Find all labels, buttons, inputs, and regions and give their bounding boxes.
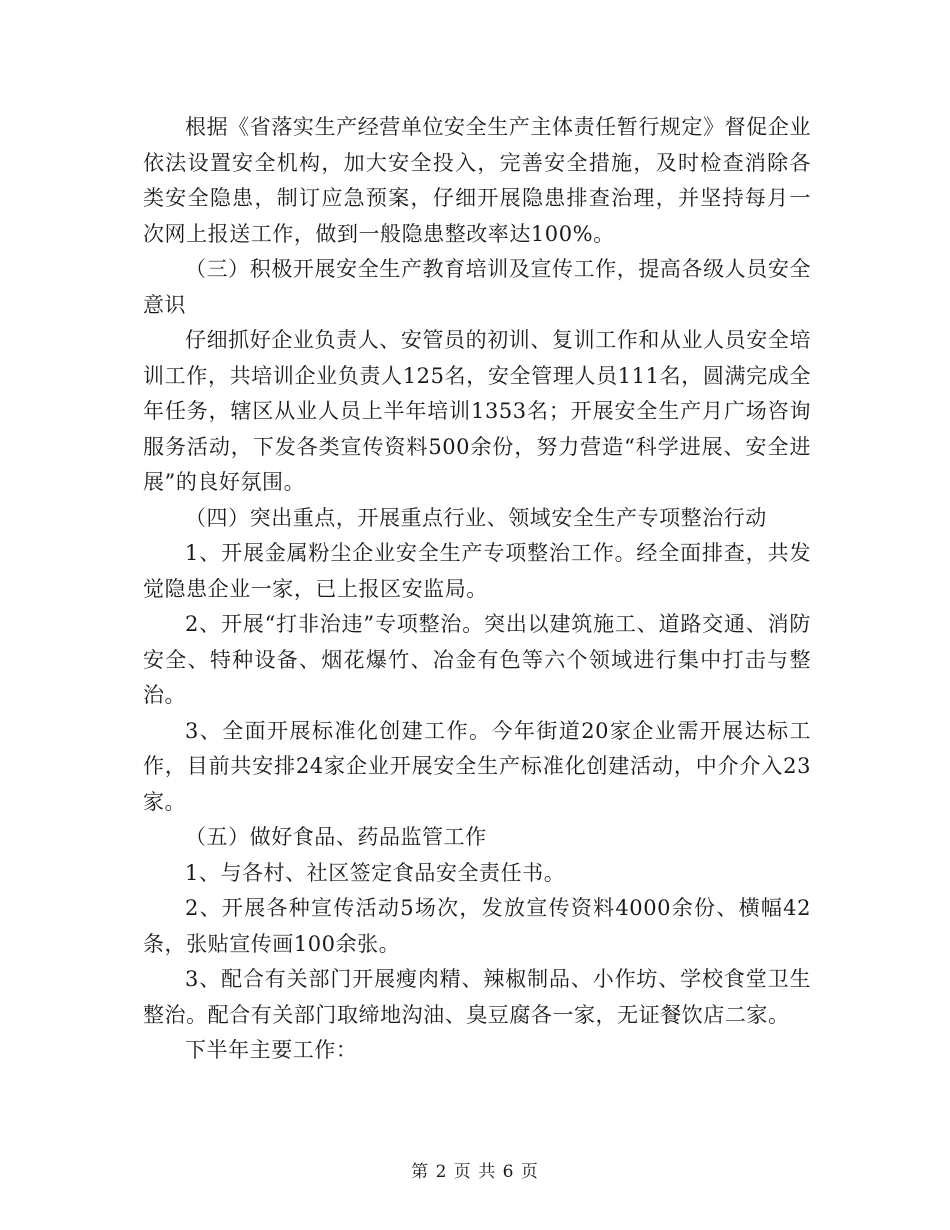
section-heading-4: （四）突出重点，开展重点行业、领域安全生产专项整治行动 xyxy=(185,505,767,530)
list-item-food-safety-contract: 1、与各村、社区签定食品安全责任书。 xyxy=(185,860,566,885)
list-item-illegal-crackdown: 2、开展“打非治违”专项整治。突出以建筑施工、道路交通、消防安全、特种设备、烟花爆竹、冶金有色等六个领域进行集中打击与整治。 xyxy=(143,612,811,707)
paragraph-second-half-heading: 下半年主要工作： xyxy=(185,1038,358,1062)
page-number-footer: 第 2 页 共 6 页 xyxy=(411,1162,539,1182)
list-item-metal-dust: 1、开展金属粉尘企业安全生产专项整治工作。经全面排查，共发觉隐患企业一家，已上报区安监局。 xyxy=(143,541,811,601)
paragraph-training: 仔细抓好企业负责人、安管员的初训、复训工作和从业人员安全培训工作，共培训企业负责人125名，安全管理人员111名，圆满完成全年任务，辖区从业人员上半年培训1353名；开展安全生产月广场咨询服务活动，下发各类宣传资料500余份，努力营造“科学进展、安全进展”的良好氛围。 xyxy=(143,328,811,494)
document-body xyxy=(143,110,811,1069)
section-heading-3: （三）积极开展安全生产教育培训及宣传工作，提高各级人员安全意识 xyxy=(143,257,811,317)
list-item-standardization: 3、全面开展标准化创建工作。今年街道20家企业需开展达标工作，目前共安排24家企业开展安全生产标准化创建活动，中介介入23家。 xyxy=(143,718,811,814)
list-item-publicity: 2、开展各种宣传活动5场次，发放宣传资料4000余份、横幅42条，张贴宣传画100余张。 xyxy=(143,896,811,956)
list-item-cooperation: 3、配合有关部门开展瘦肉精、辣椒制品、小作坊、学校食堂卫生整治。配合有关部门取缔地沟油、臭豆腐各一家，无证餐饮店二家。 xyxy=(143,967,811,1027)
section-heading-5: （五）做好食品、药品监管工作 xyxy=(185,825,487,849)
paragraph-responsibility: 根据《省落实生产经营单位安全生产主体责任暂行规定》督促企业依法设置安全机构，加大安全投入，完善安全措施，及时检查消除各类安全隐患，制订应急预案，仔细开展隐患排查治理，并坚持每月一次网上报送工作，做到一般隐患整改率达100%。 xyxy=(143,115,811,246)
